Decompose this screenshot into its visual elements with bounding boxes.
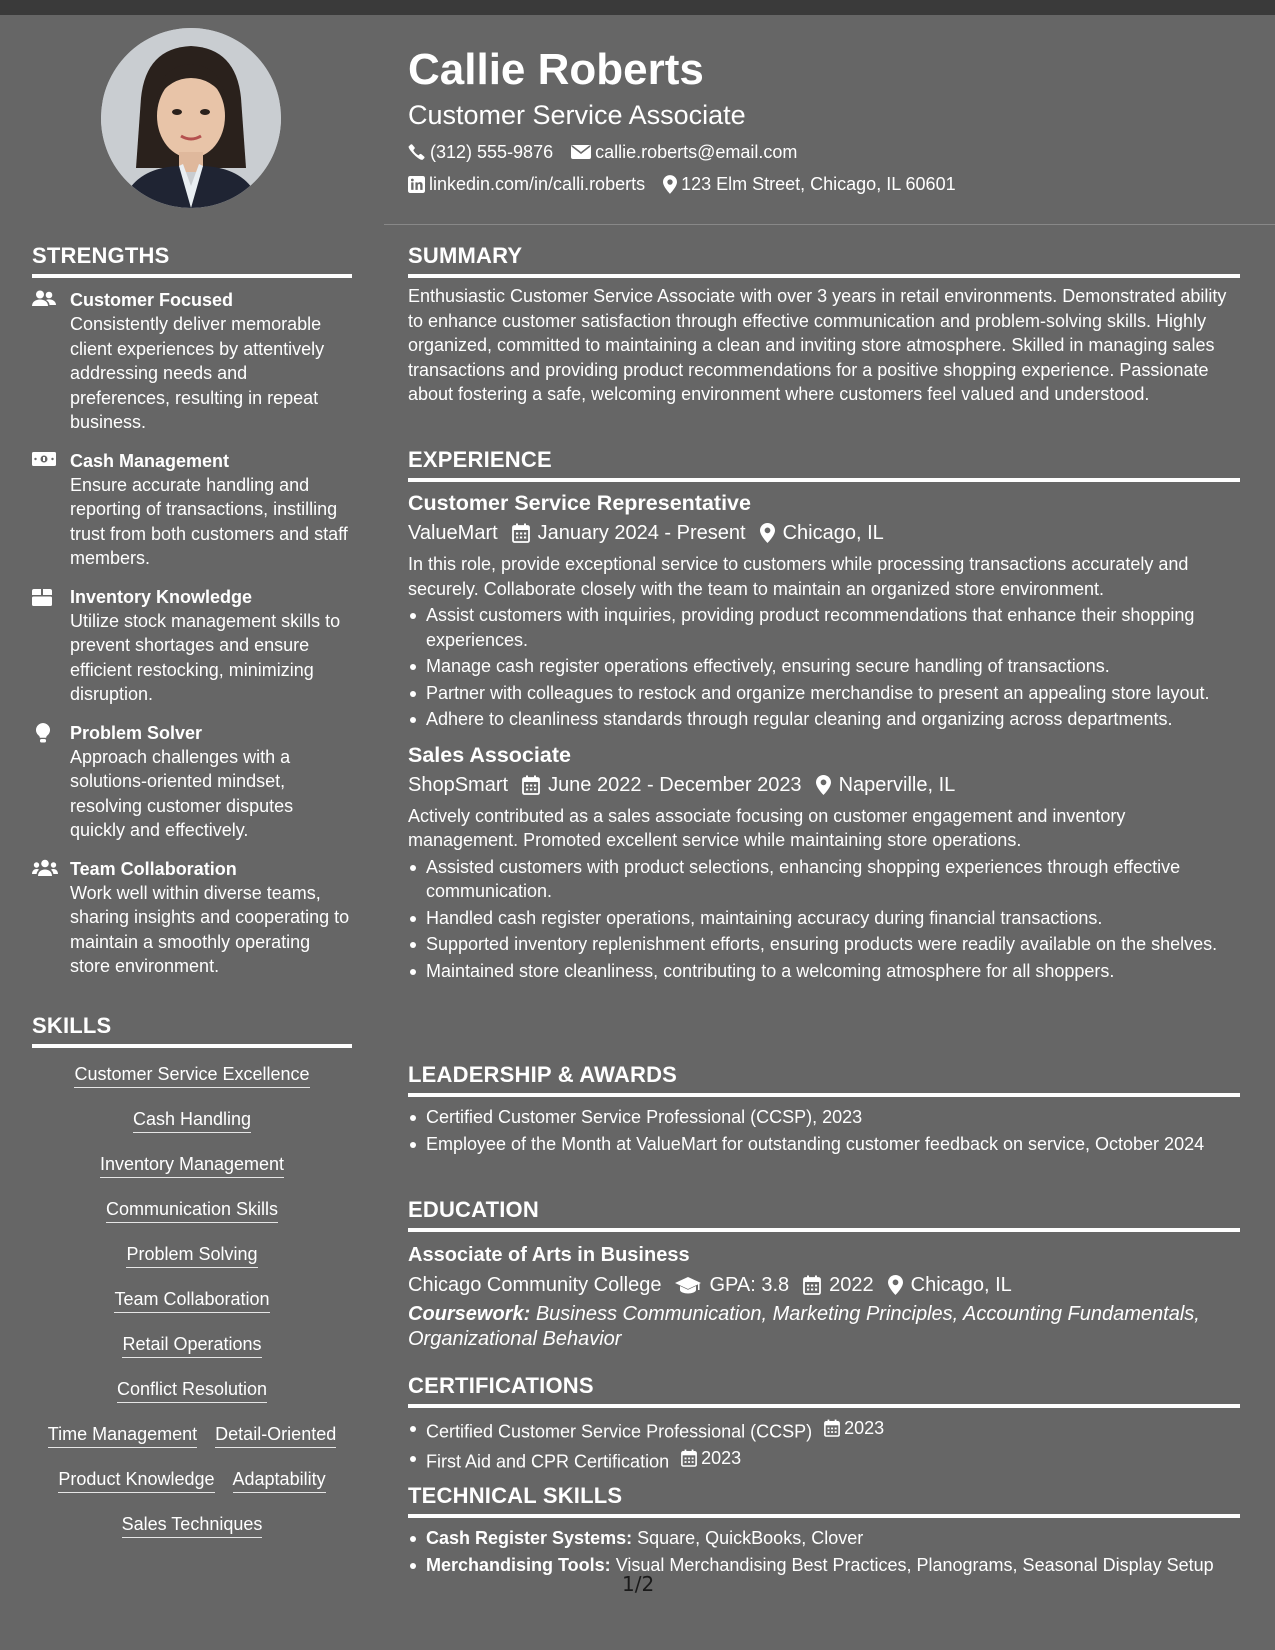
job-description: Actively contributed as a sales associate focusing on customer engagement and inventory management. Promoted excellent service while maintaining store operations. (408, 805, 1126, 850)
team-icon (32, 859, 58, 877)
graduation-year: 2022 (829, 1274, 874, 1296)
strength-name: Customer Focused (70, 290, 234, 310)
strength-item (32, 857, 352, 979)
money-bill-icon (32, 451, 56, 467)
bullet-item: Assisted customers with product selections, enhancing shopping experiences through effective communication. (408, 855, 1240, 904)
graduation-cap-icon (675, 1276, 701, 1294)
job-description: In this role, provide exceptional service to customers while processing transactions accurately and securely. Collaborate closely with the team to maintain an organized store environment. (408, 554, 1189, 599)
certification-item (408, 1416, 1240, 1444)
contact-row-2 (408, 172, 1238, 196)
lightbulb-icon (36, 723, 50, 743)
degree-title: Associate of Arts in Business (408, 1244, 690, 1266)
experience-section (408, 447, 1240, 983)
bullet-item: Handled cash register operations, maintaining accuracy during financial transactions. (408, 906, 1240, 931)
technical-skill-value: Square, QuickBooks, Clover (637, 1528, 864, 1548)
map-marker-icon (760, 523, 775, 543)
job-title: Sales Associate (408, 742, 571, 767)
strengths-title: STRENGTHS (32, 243, 352, 278)
job-meta (408, 518, 1240, 548)
job-location: Chicago, IL (782, 522, 884, 544)
strength-desc: Utilize stock management skills to prevent shortages and ensure efficient restocking, minimizing disruption. (70, 610, 341, 704)
resume-header (408, 44, 1238, 196)
skill-tag: Time Management (48, 1422, 197, 1448)
bullet-item: Manage cash register operations effectively, ensuring secure handling of transactions. (408, 654, 1240, 679)
map-marker-icon (888, 1275, 903, 1295)
strength-item (32, 721, 352, 843)
skill-tag: Inventory Management (100, 1152, 284, 1178)
job-title: Customer Service Representative (408, 491, 751, 515)
linkedin-contact[interactable] (408, 172, 645, 196)
technical-skill-label: Merchandising Tools: (426, 1554, 611, 1575)
gpa-text: GPA: 3.8 (709, 1274, 790, 1296)
strength-desc: Approach challenges with a solutions-oriented mindset, resolving customer disputes quickly and effectively. (70, 746, 294, 840)
job-location: Naperville, IL (838, 773, 956, 796)
strength-item (32, 585, 352, 707)
strength-desc: Consistently deliver memorable client experiences by attentively addressing needs and preferences, resulting in repeat business. (70, 314, 325, 432)
certification-name: Certified Customer Service Professional (CCSP) (426, 1421, 813, 1442)
strength-name: Cash Management (70, 450, 230, 471)
technical-skills-section (408, 1483, 1240, 1577)
header-divider (384, 224, 1275, 225)
job-bullets (408, 603, 1240, 732)
coursework-text: Business Communication, Marketing Principles, Accounting Fundamentals, Organizational Behavior (408, 1303, 1200, 1350)
summary-section (408, 243, 1240, 407)
profile-photo (101, 28, 281, 208)
technical-skills-list (408, 1526, 1240, 1577)
email-text: callie.roberts@email.com (595, 142, 798, 162)
job-entry (408, 740, 1240, 984)
bullet-item: Employee of the Month at ValueMart for outstanding customer feedback on service, October 2024 (408, 1132, 1240, 1157)
education-section (408, 1197, 1240, 1351)
skill-tag: Sales Techniques (122, 1512, 263, 1538)
contact-row-1 (408, 140, 1238, 164)
phone-contact[interactable] (408, 140, 553, 164)
education-meta (408, 1270, 1240, 1300)
linkedin-icon (408, 176, 425, 193)
technical-skill-item (408, 1526, 1240, 1551)
technical-skill-item (408, 1553, 1240, 1578)
strength-name: Problem Solver (70, 722, 203, 743)
calendar-icon (512, 523, 530, 543)
certifications-title: CERTIFICATIONS (408, 1373, 1240, 1408)
skill-tag: Product Knowledge (58, 1467, 214, 1493)
linkedin-text: linkedin.com/in/calli.roberts (429, 174, 646, 194)
users-icon (32, 290, 56, 308)
education-title: EDUCATION (408, 1197, 1240, 1232)
skill-tag: Cash Handling (133, 1107, 251, 1133)
coursework (408, 1302, 1240, 1351)
summary-title: SUMMARY (408, 243, 1240, 278)
technical-skills-title: TECHNICAL SKILLS (408, 1483, 1240, 1518)
calendar-icon (681, 1449, 697, 1467)
map-marker-icon (816, 775, 831, 795)
skill-tag: Detail-Oriented (215, 1422, 336, 1448)
envelope-icon (571, 144, 591, 160)
job-entry (408, 488, 1240, 732)
certification-year: 2023 (844, 1418, 885, 1438)
skill-tag: Communication Skills (106, 1197, 278, 1223)
summary-text: Enthusiastic Customer Service Associate with over 3 years in retail environments. Demonstrated ability to enhance customer satisfaction through effective communication and problem-solving skills. Highly organized, committed to maintaining a clean and inviting store atmosphere. Skilled in managing sales transactions and providing product recommendations for a positive shopping experience. Passionate about fostering a safe, welcoming environment where customers feel valued and understood. (408, 286, 1227, 404)
skill-tag: Problem Solving (126, 1242, 257, 1268)
skill-tag: Customer Service Excellence (74, 1062, 309, 1088)
phone-text: (312) 555-9876 (430, 142, 554, 162)
certifications-section (408, 1373, 1240, 1474)
address-contact (663, 172, 956, 196)
leadership-title: LEADERSHIP & AWARDS (408, 1062, 1240, 1097)
page-number: 1/2 (622, 1572, 655, 1596)
coursework-label: Coursework: (408, 1303, 531, 1325)
bullet-item: Certified Customer Service Professional (CCSP), 2023 (408, 1105, 1240, 1130)
bullet-item: Adhere to cleanliness standards through regular cleaning and organizing across departments. (408, 707, 1240, 732)
strength-name: Inventory Knowledge (70, 586, 253, 607)
calendar-icon (824, 1419, 840, 1437)
leadership-list (408, 1105, 1240, 1156)
bullet-item: Supported inventory replenishment efforts, ensuring products were readily available on the shelves. (408, 932, 1240, 957)
bullet-item: Maintained store cleanliness, contributing to a welcoming atmosphere for all shoppers. (408, 959, 1240, 984)
technical-skill-value: Visual Merchandising Best Practices, Planograms, Seasonal Display Setup (615, 1554, 1214, 1575)
skills-title: SKILLS (32, 1013, 352, 1048)
school-location: Chicago, IL (910, 1274, 1012, 1296)
skills-list (32, 1062, 352, 1557)
strength-item (32, 449, 352, 571)
bullet-item: Assist customers with inquiries, providing product recommendations that enhance their shopping experiences. (408, 603, 1240, 652)
box-icon (32, 587, 52, 607)
job-dates: June 2022 - December 2023 (548, 773, 802, 796)
leadership-section (408, 1062, 1240, 1156)
strength-desc: Ensure accurate handling and reporting of transactions, instilling trust from both customers and staff members. (70, 474, 348, 568)
job-bullets (408, 855, 1240, 984)
candidate-role: Customer Service Associate (408, 100, 746, 130)
bullet-item: Partner with colleagues to restock and organize merchandise to present an appealing store layout. (408, 681, 1240, 706)
job-dates: January 2024 - Present (537, 522, 746, 544)
calendar-icon (522, 775, 540, 795)
candidate-name: Callie Roberts (408, 45, 704, 94)
map-marker-icon (663, 175, 677, 194)
job-meta (408, 770, 1240, 800)
certification-item (408, 1446, 1240, 1474)
school-name: Chicago Community College (408, 1274, 662, 1296)
experience-title: EXPERIENCE (408, 447, 1240, 482)
skill-tag: Retail Operations (122, 1332, 261, 1358)
skill-tag: Adaptability (233, 1467, 326, 1493)
strength-name: Team Collaboration (70, 858, 237, 879)
skill-tag: Conflict Resolution (117, 1377, 267, 1403)
strengths-list (32, 288, 352, 979)
strength-item (32, 288, 352, 435)
top-bar (0, 0, 1275, 15)
certification-year: 2023 (701, 1447, 742, 1468)
skill-tag: Team Collaboration (114, 1287, 269, 1313)
email-contact[interactable] (571, 140, 797, 164)
strength-desc: Work well within diverse teams, sharing insights and cooperating to maintain a smoothly operating store environment. (70, 882, 350, 976)
job-company: ValueMart (408, 522, 498, 544)
technical-skill-label: Cash Register Systems: (426, 1528, 633, 1548)
certification-name: First Aid and CPR Certification (426, 1451, 670, 1471)
calendar-icon (803, 1275, 821, 1295)
job-company: ShopSmart (408, 773, 509, 796)
phone-icon (408, 143, 426, 161)
certifications-list (408, 1416, 1240, 1474)
address-text: 123 Elm Street, Chicago, IL 60601 (681, 174, 956, 194)
